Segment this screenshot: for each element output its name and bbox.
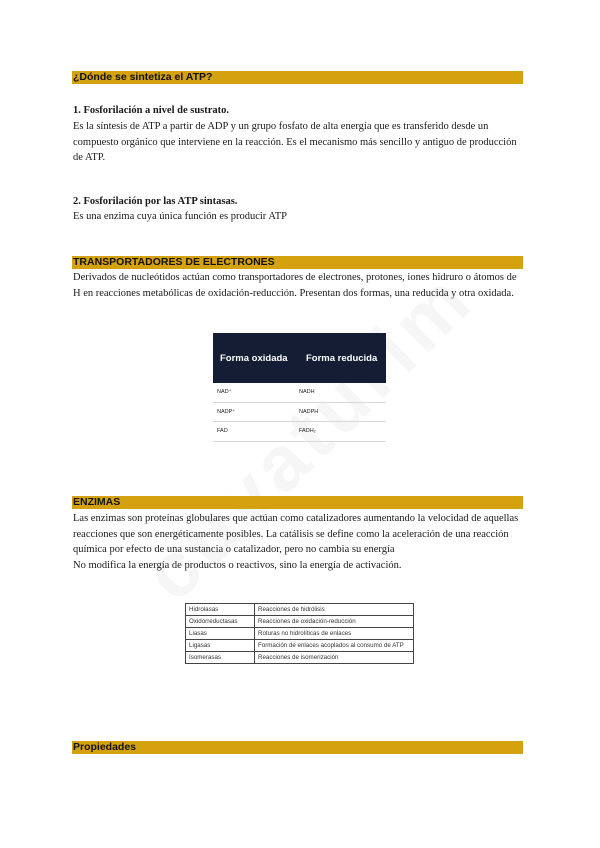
heading-electron-transporters: TRANSPORTADORES DE ELECTRONES [72,256,523,269]
cell-enzyme: Ligasas [186,640,255,652]
cell-enzyme: Liasas [186,628,255,640]
cell-reaction: Formación de enlaces acoplados al consumo de ATP [255,640,414,652]
paragraph-text: Derivados de nucleótidos actúan como transportadores de electrones, protones, iones hidruro o átomos de H en reacciones metabólicas de oxidación-reducción. Presentan dos formas, una reducida y otra oxidada. [73,272,517,299]
enzyme-table [185,603,414,664]
cell-reaction: Reacciones de isomerización [255,652,414,664]
table-row [186,652,414,664]
cell-reaction: Reacciones de oxidación-reducción [255,616,414,628]
cell-oxidized: FAD [217,428,228,435]
paragraph-text: Las enzimas son proteínas globulares que actúan como catalizadores aumentando la velocidad de aquellas reacciones que son energéticamente posibles. La catálisis se define como la aceleración de una reacción química por efecto de una sustancia o catalizador, pero no cambia su energía [73,513,519,556]
heading-atp: ¿Dónde se sintetiza el ATP? [72,71,523,84]
table-row [186,628,414,640]
paragraph-text: Es una enzima cuya única función es producir ATP [73,211,288,222]
cell-enzyme: Oxidorreductasas [186,616,255,628]
cell-enzyme: Isomerasas [186,652,255,664]
paragraph-enzymes [73,511,525,573]
cell-enzyme: Hidrolasas [186,604,255,616]
redox-table [213,333,386,439]
header-oxidized: Forma oxidada [220,352,288,364]
cell-reaction: Roturas no hidrolíticas de enlaces [255,628,414,640]
cell-oxidized: NADP⁺ [217,408,236,415]
paragraph-substrate-phosphorylation [73,119,525,166]
heading-enzymes: ENZIMAS [72,496,523,509]
paragraph-atp-synthase [73,209,525,225]
paragraph-text: Es la síntesis de ATP a partir de ADP y un grupo fosfato de alta energía que es transferido desde un compuesto orgánico que interviene en la reacción. Es el mecanismo más sencillo y antiguo de producción de ATP. [73,121,517,164]
table-row [213,422,386,442]
cell-oxidized: NAD⁺ [217,389,232,396]
cell-reduced: NADPH [299,408,319,415]
cell-reduced: FADH₂ [299,428,316,435]
table-row [213,383,386,403]
heading-properties: Propiedades [72,741,523,754]
redox-table-header [213,333,386,383]
table-row [186,640,414,652]
cell-reaction: Reacciones de hidrólisis [255,604,414,616]
table-row [186,604,414,616]
paragraph-text: No modifica la energía de productos o reactivos, sino la energía de activación. [73,559,402,571]
subheading-atp-synthase: 2. Fosforilación por las ATP sintasas. [73,196,238,207]
subheading-substrate-phosphorylation: 1. Fosforilación a nivel de sustrato. [73,105,230,116]
cell-reduced: NADH [299,389,315,396]
paragraph-electron-transporters [73,270,525,301]
table-row [213,403,386,423]
header-reduced: Forma reducida [306,352,378,364]
table-row [186,616,414,628]
